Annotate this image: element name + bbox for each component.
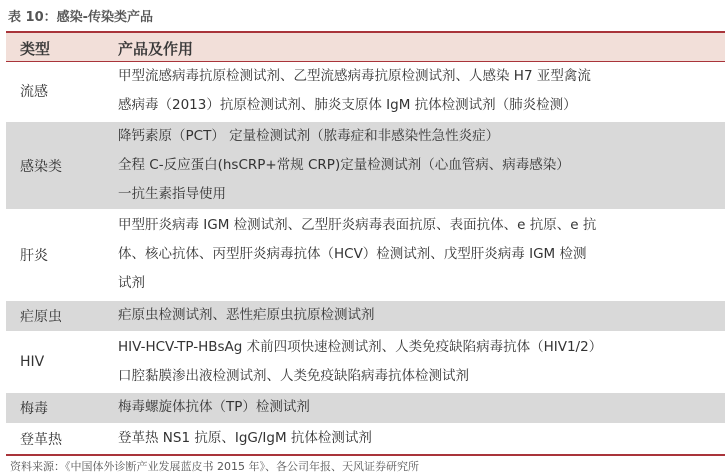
row-category: HIV [20, 354, 45, 370]
row-products: 梅毒螺旋体抗体（TP）检测试剂 [118, 399, 310, 415]
table-row [6, 122, 725, 209]
row-products: 甲型肝炎病毒 IGM 检测试剂、乙型肝炎病毒表面抗原、表面抗体、e 抗原、e 抗 体、核心抗体、丙型肝炎病毒抗体（HCV）检测试剂、戊型肝炎病毒 IGM 检测 试剂 [118, 217, 597, 291]
table-row [6, 301, 725, 331]
table-row [6, 333, 725, 391]
row-products: 降钙素原（PCT） 定量检测试剂（脓毒症和非感染性急性炎症） 全程 C-反应蛋白(hsCRP+常规 CRP)定量检测试剂（心血管病、病毒感染） 一抗生素指导使用 [118, 128, 570, 202]
row-products: 甲型流感病毒抗原检测试剂、乙型流感病毒抗原检测试剂、人感染 H7 亚型禽流 感病毒（2013）抗原检测试剂、肺炎支原体 IgM 抗体检测试剂（肺炎检测） [118, 68, 591, 113]
row-category: 感染类 [20, 158, 62, 175]
table-title: 表 10：感染-传染类产品 [8, 10, 154, 25]
row-category: 登革热 [20, 432, 62, 448]
table-bottom-rule [6, 454, 725, 456]
row-products: 登革热 NS1 抗原、IgG/IgM 抗体检测试剂 [118, 430, 372, 446]
row-category: 疟原虫 [20, 309, 62, 325]
row-products: 疟原虫检测试剂、恶性疟原虫抗原检测试剂 [118, 307, 375, 323]
table-row [6, 424, 725, 454]
table-row [6, 393, 725, 423]
table-header [6, 33, 725, 61]
source-note: 资料来源：《中国体外诊断产业发展蓝皮书 2015 年》、各公司年报、天风证券研究所 [10, 460, 419, 473]
row-category: 梅毒 [20, 401, 48, 417]
table-row [6, 62, 725, 120]
row-category: 肝炎 [20, 247, 48, 264]
row-products: HIV-HCV-TP-HBsAg 术前四项快速检测试剂、人类免疫缺陷病毒抗体（HIV1/2） 口腔黏膜渗出液检测试剂、人类免疫缺陷病毒抗体检测试剂 [118, 339, 603, 384]
header-products: 产品及作用 [118, 40, 194, 58]
header-category: 类型 [20, 40, 51, 58]
row-category: 流感 [20, 84, 48, 100]
table-row [6, 211, 725, 298]
